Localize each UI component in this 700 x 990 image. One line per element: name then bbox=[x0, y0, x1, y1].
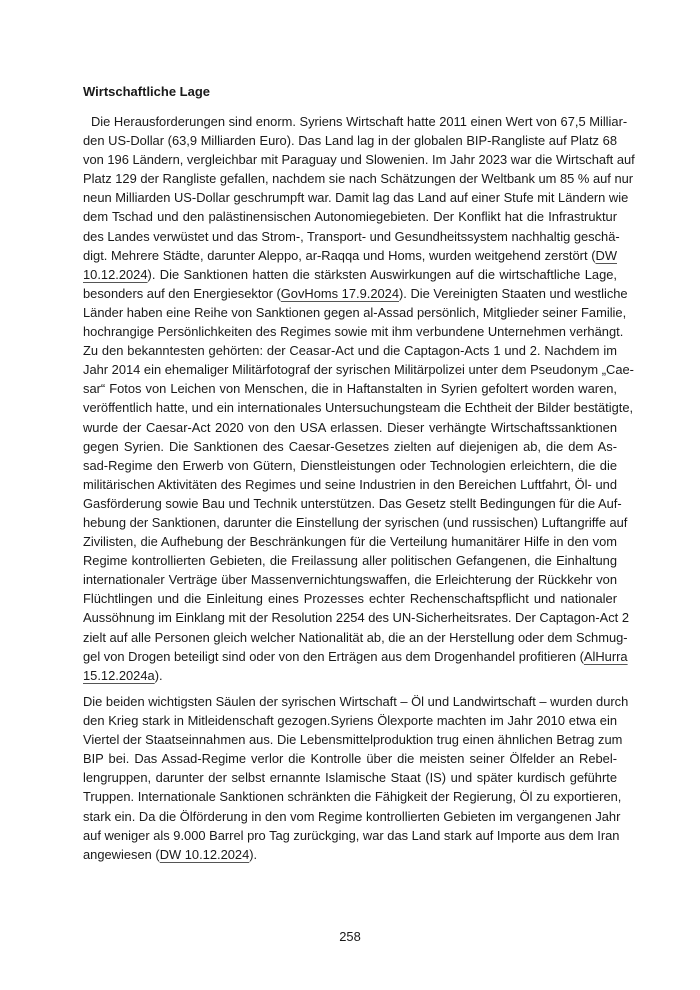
text-segment: Viertel der Staatseinnahmen aus. Die Lebensmittelproduktion trug einen ähnlichen Betrag zum bbox=[83, 732, 623, 748]
text-segment: hochrangige Persönlichkeiten des Regimes sowie mit ihm verbundene Unternehmen verhängt. bbox=[83, 324, 624, 340]
text-line bbox=[83, 532, 617, 551]
text-line bbox=[83, 666, 617, 685]
text-segment: zielt auf alle Personen gleich welcher Nationalität ab, die an der Herstellung oder dem Schmug- bbox=[83, 629, 628, 645]
text-segment: Zivilisten, die Aufhebung der Beschränkungen für die Verteilung humanitärer Hilfe in den vom bbox=[83, 534, 617, 550]
text-segment: gegen Syrien. Die Sanktionen des Caesar-Gesetzes zielten auf diejenigen ab, die dem As- bbox=[83, 438, 617, 454]
text-segment: Platz 129 der Rangliste gefallen, nachdem sie nach Schätzungen der Weltbank um 85 % auf nur bbox=[83, 171, 634, 187]
paragraph-economy-sanctions bbox=[83, 112, 635, 685]
text-line bbox=[83, 379, 617, 398]
text-line bbox=[83, 807, 621, 826]
text-segment: ). Die Sanktionen hatten die stärksten Auswirkungen auf die wirtschaftliche Lage, bbox=[147, 266, 617, 282]
citation-link[interactable]: 15.12.2024a bbox=[83, 667, 155, 683]
text-line bbox=[83, 303, 627, 322]
text-line bbox=[83, 112, 628, 131]
text-line bbox=[83, 513, 628, 532]
text-segment: Flüchtlingen und die Einleitung eines Prozesses echter Rechenschaftspflicht und nationaler bbox=[83, 591, 617, 607]
text-segment: Länder haben eine Reihe von Sanktionen gegen al-Assad persönlich, Mitglieder seiner Familie, bbox=[83, 304, 627, 320]
text-segment: den Krieg stark in Mitleidenschaft gezogen.Syriens Ölexporte machten im Jahr 2010 etwa ein bbox=[83, 713, 617, 729]
text-segment: ). Die Vereinigten Staaten und westliche bbox=[399, 285, 628, 301]
text-line bbox=[83, 322, 624, 341]
text-segment: sar“ Fotos von Leichen von Menschen, die in Haftanstalten in Syrien gefoltert worden waren, bbox=[83, 381, 617, 397]
text-segment: digt. Mehrere Städte, darunter Aleppo, ar-Raqqa und Homs, wurden weitgehend zerstört ( bbox=[83, 247, 596, 263]
text-line bbox=[83, 768, 617, 787]
text-line bbox=[83, 494, 622, 513]
text-line bbox=[83, 711, 617, 730]
text-line bbox=[83, 787, 622, 806]
text-segment: sad-Regime den Erwerb von Gütern, Dienstleistungen oder Technologien erleichtern, die die bbox=[83, 457, 617, 473]
text-line bbox=[83, 284, 628, 303]
text-line bbox=[83, 227, 620, 246]
text-line bbox=[83, 475, 617, 494]
text-line bbox=[83, 570, 617, 589]
text-segment: ). bbox=[154, 667, 163, 683]
text-segment: lengruppen, darunter der selbst ernannte Islamische Staat (IS) und später kurdisch geführte bbox=[83, 770, 617, 786]
paragraph-oil-agriculture bbox=[83, 692, 629, 864]
text-line bbox=[83, 437, 617, 456]
text-line bbox=[83, 730, 623, 749]
text-line bbox=[83, 608, 629, 627]
text-segment: Truppen. Internationale Sanktionen schränkten die Fähigkeit der Regierung, Öl zu exportieren, bbox=[83, 789, 622, 805]
text-segment: gel von Drogen beteiligt sind oder von den Erträgen aus dem Drogenhandel profitieren ( bbox=[83, 648, 584, 664]
text-line bbox=[83, 826, 620, 845]
text-segment: Aussöhnung im Einklang mit der Resolution 2254 des UN-Sicherheitsrates. Der Captagon-Act 2 bbox=[83, 610, 629, 626]
text-segment: Zu den bekanntesten gehörten: der Ceasar-Act und die Captagon-Acts 1 und 2. Nachdem im bbox=[83, 343, 617, 359]
text-segment: Regime kontrollierten Gebieten, die Freilassung aller politischen Gefangenen, die Einhaltung bbox=[83, 553, 617, 569]
citation-link[interactable]: 10.12.2024 bbox=[83, 266, 148, 282]
text-line bbox=[83, 265, 617, 284]
citation-link[interactable]: DW 10.12.2024 bbox=[159, 846, 250, 862]
text-segment: von 196 Ländern, vergleichbar mit Paraguay und Slowenien. Im Jahr 2023 war die Wirtschaft auf bbox=[83, 152, 635, 168]
citation-link[interactable]: AlHurra bbox=[583, 648, 628, 664]
text-segment: ). bbox=[249, 846, 258, 862]
page-number: 258 bbox=[339, 929, 361, 944]
text-line bbox=[83, 398, 634, 417]
citation-link[interactable]: GovHoms 17.9.2024 bbox=[280, 285, 400, 301]
text-segment: stark ein. Da die Ölförderung in den vom Regime kontrollierten Gebieten im vergangenen Jahr bbox=[83, 808, 621, 824]
text-segment: militärischen Aktivitäten des Regimes und seine Industrien in den Bereichen Luftfahrt, Öl- und bbox=[83, 476, 617, 492]
citation-link[interactable]: DW bbox=[595, 247, 617, 263]
text-segment: veröffentlich hatte, und ein internationales Untersuchungsteam die Echtheit der Bilder bestätigte, bbox=[83, 400, 634, 416]
text-line bbox=[83, 628, 628, 647]
text-line bbox=[83, 456, 617, 475]
text-line bbox=[83, 360, 634, 379]
text-segment: des Landes verwüstet und das Strom-, Transport- und Gesundheitssystem nachhaltig geschä- bbox=[83, 228, 620, 244]
text-line bbox=[83, 418, 617, 437]
text-segment: auf weniger als 9.000 Barrel pro Tag zurückging, war das Land stark auf Importe aus dem Iran bbox=[83, 827, 620, 843]
text-segment: internationaler Verträge über Massenvernichtungswaffen, die Erleichterung der Rückkehr von bbox=[83, 572, 617, 588]
text-line bbox=[83, 207, 617, 226]
text-line bbox=[83, 749, 617, 768]
text-line bbox=[83, 169, 634, 188]
text-line bbox=[83, 647, 628, 666]
text-segment: besonders auf den Energiesektor ( bbox=[83, 285, 281, 301]
text-segment: Die beiden wichtigsten Säulen der syrischen Wirtschaft – Öl und Landwirtschaft – wurden durch bbox=[83, 694, 629, 709]
text-segment: Jahr 2014 ein ehemaliger Militärfotograf der syrischen Militärpolizei unter dem Pseudonym „Cae- bbox=[83, 362, 634, 378]
text-segment: den US-Dollar (63,9 Milliarden Euro). Das Land lag in der globalen BIP-Rangliste auf Platz 68 bbox=[83, 133, 617, 149]
section-heading: Wirtschaftliche Lage bbox=[83, 84, 211, 99]
text-segment: angewiesen ( bbox=[83, 846, 160, 862]
text-segment: wurde der Caesar-Act 2020 von den USA erlassen. Dieser verhängte Wirtschaftssanktionen bbox=[83, 419, 617, 435]
text-line bbox=[83, 150, 635, 169]
text-line bbox=[83, 131, 617, 150]
text-segment: dem Tschad und den palästinensischen Autonomiegebieten. Der Konflikt hat die Infrastruktur bbox=[83, 209, 617, 225]
text-segment: neun Milliarden US-Dollar geschrumpft war. Damit lag das Land auf einer Stufe mit Ländern wie bbox=[83, 190, 629, 206]
text-line bbox=[83, 692, 629, 711]
text-line bbox=[83, 341, 617, 360]
text-segment: BIP bei. Das Assad-Regime verlor die Kontrolle über die meisten seiner Ölfelder an Rebel- bbox=[83, 751, 617, 767]
text-line bbox=[83, 845, 617, 864]
text-segment: hebung der Sanktionen, darunter die Einstellung der syrischen (und russischen) Luftangriffe auf bbox=[83, 514, 628, 530]
text-line bbox=[83, 551, 617, 570]
text-line bbox=[83, 188, 629, 207]
text-line bbox=[83, 246, 617, 265]
text-line bbox=[83, 589, 617, 608]
text-segment: Die Herausforderungen sind enorm. Syriens Wirtschaft hatte 2011 einen Wert von 67,5 Milliar- bbox=[91, 114, 628, 129]
text-segment: Gasförderung sowie Bau und Technik unterstützen. Das Gesetz stellt Bedingungen für die Auf- bbox=[83, 495, 622, 511]
